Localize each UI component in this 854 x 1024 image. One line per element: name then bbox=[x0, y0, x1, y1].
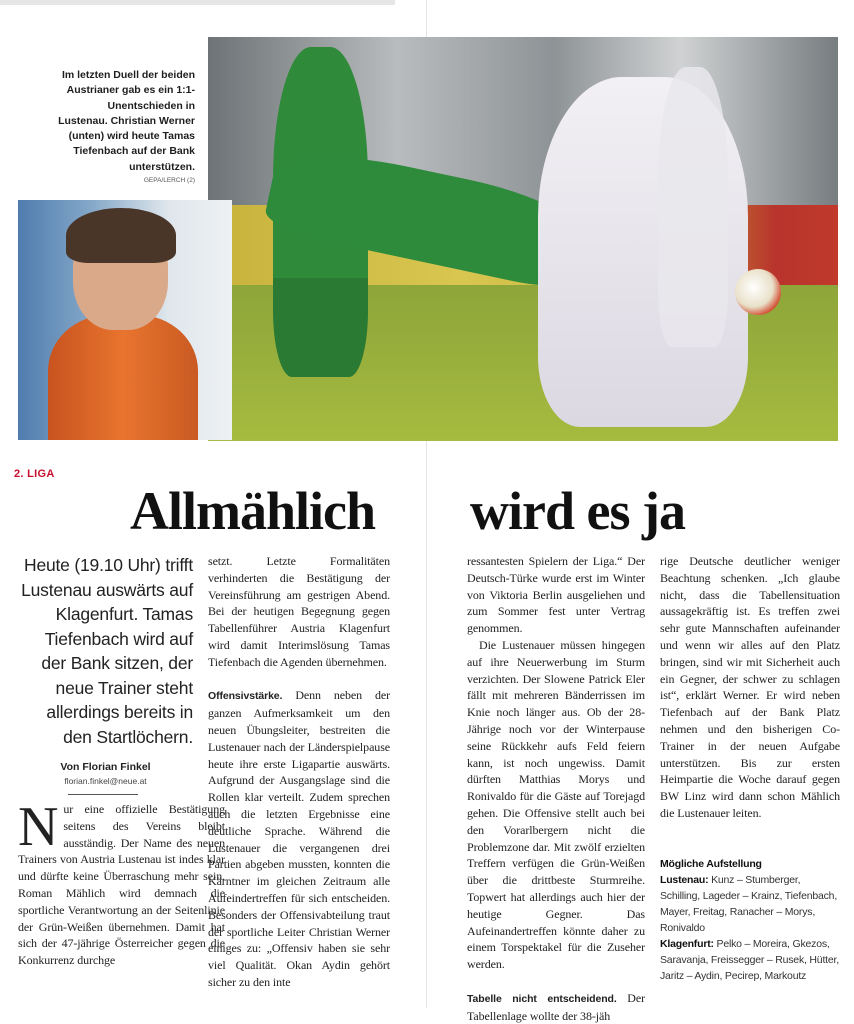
hair bbox=[66, 208, 176, 263]
team1-label: Lustenau: bbox=[660, 873, 709, 886]
match-photo bbox=[208, 37, 838, 441]
headline-right: wird es ja bbox=[470, 481, 685, 541]
coach-portrait bbox=[18, 200, 232, 440]
byline-separator bbox=[68, 794, 138, 795]
paragraph-4 bbox=[467, 990, 645, 1024]
paragraph-2-text: Denn neben der ganzen Aufmerksamkeit um den neuen Übungsleiter, bestreiten die Lustenauer nach der Länderspielpause heute ihre erste Ligapartie auswärts. Aufgrund der Ausgangslage sind die Rollen klar verteilt. Zudem sprechen auch die letzten Ergebnisse eine deutliche Sprache. Während die Lustenauer die vergangenen drei Partien abgeben mussten, konnten die Kärntner im gleichen Zeitraum alle Aufeindertreffen für sich entscheiden. Besonders der Offensivabteilung traut der sportliche Leiter Christian Werner einiges zu: „Offensiv haben sie sehr viel Qualität. Okan Aydin gehört sicher zu den inte bbox=[208, 688, 390, 989]
paragraph-4-continued: rige Deutsche deutlicher weniger Beachtung schenken. „Ich glaube nicht, dass die Tabellensituation aussagekräftig ist. Es treffen zwei sehr gute Mannschaften aufeinander und wenn wir alles auf den Platz bringen, sind wir mit Sicherheit auch ein Gegner, der schwer zu schlagen ist“, erklärt Werner. Er wird neben Tiefenbach auf der Bank Platz nehmen und den bisherigen Co-Trainer in der neuen Aufgabe unterstützen. Bis zur ersten Heimpartie die Woche darauf gegen BW Linz wird dann schon Mählich die Lustenauer leiten. bbox=[660, 554, 840, 820]
lineup-title: Mögliche Aufstellung bbox=[660, 857, 762, 870]
author-name: Von Florian Finkel bbox=[60, 761, 151, 773]
paragraph-2-continued: ressantesten Spielern der Liga.“ Der Deutsch-Türke wurde erst im Winter von Viktoria Berlin ausgeliehen und zum Sommer fest unter Vertrag genommen. bbox=[467, 554, 645, 636]
team2-players: Pelko – Moreira, Gkezos, Saravanja, Freissegger – Rusek, Hütter, Jaritz – Aydin, Pecirep, Markoutz bbox=[660, 937, 839, 982]
football bbox=[735, 269, 781, 315]
lineup-box bbox=[660, 856, 840, 984]
paragraph-2 bbox=[208, 687, 390, 990]
paragraph-1: ur eine offizielle Bestätigung seitens des Vereins bleibt ausständig. Der Name des neuen Trainers von Austria Lustenau ist indes klar und dürfte keine Überraschung mehr sein. Roman Mählich wird demnach die sportliche Verantwortung an der Seitenlinie der Grün-Weißen übernehmen. Damit hat sich der 47-jährige Österreicher gegen die Konkurrenz durchge bbox=[18, 802, 225, 968]
byline bbox=[18, 761, 193, 786]
photo-caption: Im letzten Duell der beiden Austrianer gab es ein 1:1-Unentschieden in Lustenau. Christian Werner (unten) wird heute Tamas Tiefenbach auf der Bank unterstützen. bbox=[58, 69, 195, 173]
column-4 bbox=[660, 553, 840, 984]
section-kicker: 2. LIGA bbox=[14, 468, 55, 480]
headline-left: Allmählich bbox=[130, 481, 376, 541]
paragraph-3: Die Lustenauer müssen hingegen auf ihre Neuerwerbung im Sturm verzichten. Der Slowene Patrick Eler fällt mit mehreren Bänderrissen im Knie noch länger aus. Ob der 28-Jährige noch vor der Winterpause seine Rückkehr aufs Feld feiern kann, ist noch ungewiss. Damit dürften Matthias Morys und Ronivaldo für die Gäste auf Torejagd gehen. Die Offensive stellt auch bei den Vorarlbergern nicht die Problemzone dar. Mit zwölf erzielten Treffern verfügen die Grün-Weißen über die drittbeste Sturmreihe. Topwert hat allerdings auch hier der heutige Gegner. Das Aufeinandertreffen könnte daher zu einem Torspektakel für die Zuseher werden. bbox=[467, 637, 645, 972]
caption-box bbox=[55, 68, 195, 184]
photo-credit: GEPA/LERCH (2) bbox=[143, 177, 195, 185]
column-3 bbox=[467, 553, 645, 1024]
paragraph-1-continued: setzt. Letzte Formalitäten verhinderten die Bestätigung der Vereinsführung am gestrigen Abend. Bei der heutigen Begegnung gegen Tabellenführer Austria Klagenfurt wird damit Interimslösung Tamas Tiefenbach die Agenden übernehmen. bbox=[208, 554, 390, 669]
team1-players: Kunz – Stumberger, Schilling, Lageder – Krainz, Tiefenbach, Mayer, Freitag, Ranacher – Morys, Ronivaldo bbox=[660, 873, 838, 934]
subhead-tabelle: Tabelle nicht entscheidend. bbox=[467, 992, 617, 1005]
article-deck: Heute (19.10 Uhr) trifft Lustenau auswärts auf Klagenfurt. Tamas Tiefenbach wird auf der Bank sitzen, der neue Trainer steht allerdings bereits in den Startlöchern. bbox=[21, 555, 193, 747]
orange-jacket bbox=[48, 315, 198, 440]
paragraph-4-text: Der Tabellenlage wollte der 38-jäh bbox=[467, 990, 645, 1023]
subhead-offensivstaerke: Offensivstärke. bbox=[208, 690, 283, 703]
author-email: florian.finkel@neue.at bbox=[64, 776, 147, 786]
column-1-body bbox=[18, 796, 225, 969]
drop-cap: N bbox=[18, 796, 59, 858]
column-2 bbox=[208, 553, 390, 991]
column-4-body bbox=[660, 553, 840, 822]
player-white-background bbox=[658, 67, 728, 347]
column-1 bbox=[18, 553, 225, 969]
page-top-bar bbox=[0, 0, 395, 5]
team2-label: Klagenfurt: bbox=[660, 937, 714, 950]
